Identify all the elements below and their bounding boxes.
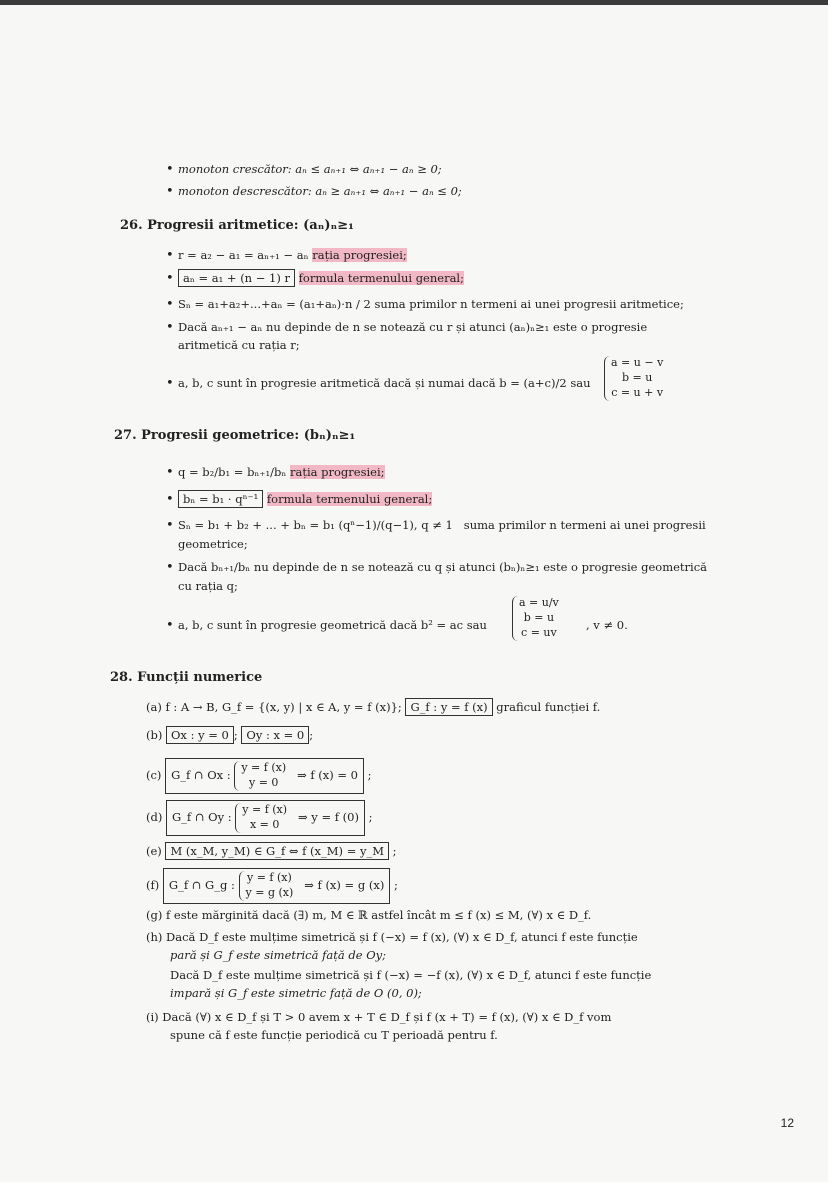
item-f: (f) G_f ∩ G_g : y = f (x) y = g (x) ⇒ f (x) = g (x) ; xyxy=(146,868,398,904)
boxed-system xyxy=(163,868,390,904)
s27-general-term xyxy=(166,492,432,507)
boxed-formula: M (x_M, y_M) ∈ G_f ⇔ f (x_M) = y_M xyxy=(165,842,389,860)
formula: Sₙ = a₁+a₂+...+aₙ = (a₁+aₙ)·n / 2 xyxy=(178,297,371,311)
section-27-title: 27. Progresii geometrice: (bₙ)ₙ≥₁ xyxy=(114,428,356,443)
s27-definition xyxy=(166,560,707,575)
section-28-title: 28. Funcții numerice xyxy=(110,670,263,685)
text: Dacă bₙ₊₁/bₙ nu depinde de n se notează cu q și atunci (bₙ)ₙ≥₁ este o progresie geometrică xyxy=(178,560,708,574)
section-26-title: 26. Progresii aritmetice: (aₙ)ₙ≥₁ xyxy=(120,218,354,233)
item-h-line2: pară și G_f este simetrică față de Oy; xyxy=(170,948,387,962)
highlight: rația progresiei; xyxy=(289,465,385,479)
text: G_f ∩ Ox : xyxy=(171,767,231,782)
item-h-line3: Dacă D_f este mulțime simetrică și f (−x) = −f (x), (∀) x ∈ D_f, atunci f este funcție xyxy=(170,968,652,982)
text: G_f ∩ G_g : xyxy=(168,877,235,892)
text: suma primilor n termeni ai unei progresii xyxy=(463,518,706,532)
eq: ⇒ f (x) = 0 xyxy=(297,767,359,782)
text: (a) f : A → B, G_f = {(x, y) | x ∈ A, y = f (x)}; xyxy=(146,700,402,714)
label: (b) xyxy=(146,728,163,742)
item-b: (b) Ox : y = 0 ; Oy : x = 0 ; xyxy=(146,728,314,742)
item-i-line1: (i) Dacă (∀) x ∈ D_f și T > 0 avem x + T ∈ D_f și f (x + T) = f (x), (∀) x ∈ D_f vom xyxy=(146,1010,612,1024)
eq: c = u + v xyxy=(611,385,664,399)
s26-definition-cont: aritmetică cu rația r; xyxy=(178,338,300,352)
text: a, b, c sunt în progresie aritmetică dacă și numai dacă b = (a+c)/2 sau xyxy=(178,376,591,390)
s26-system xyxy=(604,356,663,401)
formula: Sₙ = b₁ + b₂ + ... + bₙ = b₁ (qⁿ−1)/(q−1), q ≠ 1 xyxy=(178,518,453,532)
eq: ⇒ y = f (0) xyxy=(298,809,359,824)
monoton-crescator xyxy=(166,162,442,177)
formula: r = a₂ − a₁ = aₙ₊₁ − aₙ xyxy=(178,248,309,262)
highlight: formula termenului general; xyxy=(266,492,433,506)
s27-ratio xyxy=(166,465,385,480)
item-h-line4: impară și G_f este simetric față de O (0, 0); xyxy=(170,986,422,1000)
text: a, b, c sunt în progresie geometrică dacă b² = ac sau xyxy=(178,618,487,632)
eq: b = u xyxy=(523,610,555,624)
s27-system xyxy=(512,596,559,641)
eq: a = u/v xyxy=(519,596,559,609)
boxed-system xyxy=(165,758,364,794)
item-c: (c) G_f ∩ Ox : y = f (x) y = 0 ⇒ f (x) = 0 ; xyxy=(146,758,372,794)
boxed-formula: Oy : x = 0 xyxy=(241,726,309,744)
s26-sum xyxy=(166,297,684,312)
item-h-line1: (h) Dacă D_f este mulțime simetrică și f (−x) = f (x), (∀) x ∈ D_f, atunci f este funcție xyxy=(146,930,638,944)
eq: y = g (x) xyxy=(245,885,294,899)
eq: a = u − v xyxy=(611,356,664,369)
page-number: 12 xyxy=(780,1116,794,1130)
boxed-system xyxy=(166,800,365,836)
s27-definition-cont: cu rația q; xyxy=(178,579,238,593)
boxed-formula: G_f : y = f (x) xyxy=(405,698,492,716)
item-e: (e) M (x_M, y_M) ∈ G_f ⇔ f (x_M) = y_M ; xyxy=(146,844,397,858)
text: monoton descrescător: aₙ ≥ aₙ₊₁ ⇔ aₙ₊₁ − aₙ ≤ 0; xyxy=(178,184,462,198)
eq: y = f (x) xyxy=(242,803,288,816)
boxed-formula: Ox : y = 0 xyxy=(166,726,234,744)
item-a xyxy=(146,700,600,714)
text: suma primilor n termeni ai unei progresii aritmetice; xyxy=(374,297,684,311)
highlight: rația progresiei; xyxy=(312,248,407,262)
boxed-formula: aₙ = a₁ + (n − 1) r xyxy=(178,269,295,287)
eq: y = 0 xyxy=(249,775,279,789)
s26-criterion xyxy=(166,376,590,391)
s26-general-term xyxy=(166,271,464,286)
s26-definition xyxy=(166,320,647,335)
item-g: (g) f este mărginită dacă (∃) m, M ∈ ℝ astfel încât m ≤ f (x) ≤ M, (∀) x ∈ D_f. xyxy=(146,908,592,922)
monoton-descrescator xyxy=(166,184,462,199)
eq: y = f (x) xyxy=(241,761,287,774)
item-i-line2: spune că f este funcție periodică cu T perioadă pentru f. xyxy=(170,1028,498,1042)
eq: c = uv xyxy=(521,625,557,639)
document-page xyxy=(0,5,828,1182)
eq: x = 0 xyxy=(249,817,280,831)
s27-criterion xyxy=(166,618,487,633)
label: (f) xyxy=(146,877,160,892)
text: monoton crescător: aₙ ≤ aₙ₊₁ ⇔ aₙ₊₁ − aₙ ≥ 0; xyxy=(178,162,442,176)
label: (d) xyxy=(146,809,163,824)
eq: y = f (x) xyxy=(247,871,292,884)
text: G_f ∩ Oy : xyxy=(172,809,232,824)
s26-ratio xyxy=(166,248,407,263)
text: graficul funcției f. xyxy=(496,700,601,714)
label: (e) xyxy=(146,844,162,858)
formula: q = b₂/b₁ = bₙ₊₁/bₙ xyxy=(178,465,287,479)
highlight: formula termenului general; xyxy=(298,271,464,285)
s27-condition: , v ≠ 0. xyxy=(586,618,628,632)
label: (c) xyxy=(146,767,162,782)
item-d: (d) G_f ∩ Oy : y = f (x) x = 0 ⇒ y = f (0) ; xyxy=(146,800,372,836)
eq: b = u xyxy=(621,370,653,384)
s27-sum-cont: geometrice; xyxy=(178,537,248,551)
s27-sum xyxy=(166,518,706,533)
boxed-formula: bₙ = b₁ · qⁿ⁻¹ xyxy=(178,490,263,508)
text: Dacă aₙ₊₁ − aₙ nu depinde de n se notează cu r și atunci (aₙ)ₙ≥₁ este o progresie xyxy=(178,320,648,334)
eq: ⇒ f (x) = g (x) xyxy=(304,877,385,892)
